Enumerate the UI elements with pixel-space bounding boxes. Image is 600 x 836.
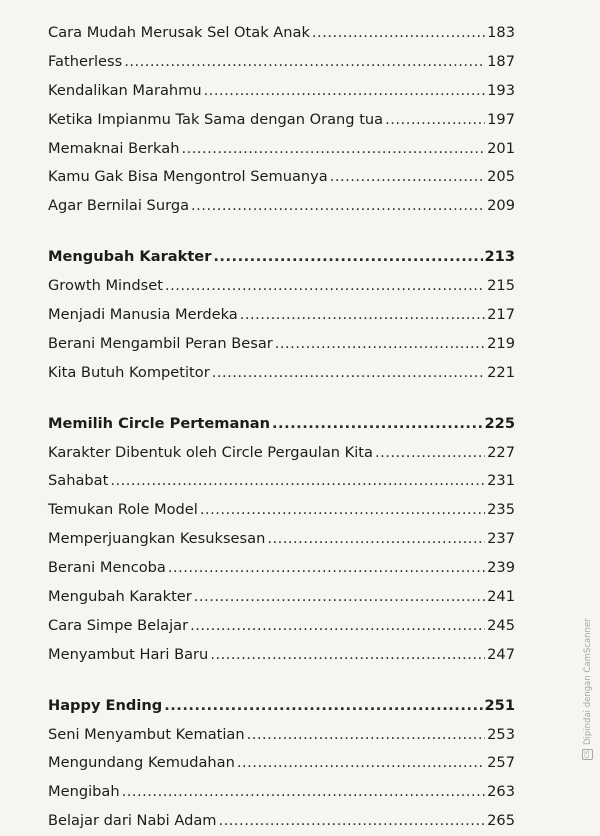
page-number: 241: [487, 588, 515, 606]
dot-leader: [204, 77, 486, 106]
watermark-text: Dipindai dengan CamScanner: [582, 618, 593, 745]
page-number: 265: [487, 812, 515, 830]
toc-entry: [48, 749, 515, 778]
entry-title: Karakter Dibentuk oleh Circle Pergaulan Kita: [48, 443, 373, 461]
entry-title: Kita Butuh Kompetitor: [48, 363, 210, 381]
dot-leader: [275, 330, 485, 359]
dot-leader: [219, 807, 486, 836]
toc-entry: [48, 525, 515, 554]
toc-entry: [48, 48, 515, 77]
toc-entry: [48, 496, 515, 525]
toc-entry: [48, 583, 515, 612]
dot-leader: [165, 272, 485, 301]
page-number: 231: [487, 472, 515, 490]
page-number: 215: [487, 277, 515, 295]
dot-leader: [110, 467, 485, 496]
page-number: 239: [487, 559, 515, 577]
page-number: 227: [487, 443, 515, 461]
entry-title: Berani Mencoba: [48, 559, 166, 577]
page-number: 201: [487, 139, 515, 157]
entry-title: Temukan Role Model: [48, 501, 198, 519]
entry-title: Cara Mudah Merusak Sel Otak Anak: [48, 24, 310, 41]
toc-section-heading: [48, 410, 515, 439]
toc-entry: [48, 301, 515, 330]
page-number: 247: [487, 645, 515, 663]
toc-section-heading: [48, 243, 515, 272]
entry-title: Fatherless: [48, 52, 123, 70]
table-of-contents: [48, 19, 515, 836]
camscanner-watermark: [582, 618, 593, 760]
toc-entry: [48, 272, 515, 301]
section-title: Mengubah Karakter: [48, 248, 212, 266]
page-number: 219: [487, 334, 515, 352]
dot-leader: [213, 243, 482, 272]
dot-leader: [181, 135, 485, 164]
dot-leader: [191, 192, 485, 221]
page-number: 213: [484, 248, 515, 266]
dot-leader: [385, 106, 485, 135]
page-number: 221: [487, 363, 515, 381]
toc-entry: [48, 77, 515, 106]
dot-leader: [247, 721, 486, 750]
dot-leader: [122, 778, 486, 807]
toc-entry: [48, 359, 515, 388]
page-number: 251: [484, 696, 515, 714]
toc-entry: [48, 467, 515, 496]
entry-title: Kamu Gak Bisa Mengontrol Semuanya: [48, 168, 328, 186]
page-number: 193: [487, 81, 515, 99]
toc-entry: [48, 135, 515, 164]
entry-title: Mengibah: [48, 783, 120, 801]
entry-title: Growth Mindset: [48, 277, 163, 295]
section-title: Happy Ending: [48, 696, 163, 714]
entry-title: Mengundang Kemudahan: [48, 754, 235, 772]
toc-entry: [48, 721, 515, 750]
dot-leader: [240, 301, 485, 330]
dot-leader: [164, 692, 482, 721]
entry-title: Menjadi Manusia Merdeka: [48, 306, 238, 324]
dot-leader: [210, 641, 485, 670]
page-number: 237: [487, 530, 515, 548]
entry-title: Seni Menyambut Kematian: [48, 725, 245, 743]
toc-entry: [48, 807, 515, 836]
toc-entry: [48, 554, 515, 583]
toc-entry: [48, 612, 515, 641]
entry-title: Sahabat: [48, 472, 109, 490]
dot-leader: [124, 48, 485, 77]
dot-leader: [312, 19, 485, 48]
entry-title: Kendalikan Marahmu: [48, 81, 202, 99]
entry-title: Cara Simpe Belajar: [48, 616, 189, 634]
page-number: 263: [487, 783, 515, 801]
toc-entry: [48, 163, 515, 192]
toc-entry: [48, 641, 515, 670]
dot-leader: [272, 410, 483, 439]
entry-title: Agar Bernilai Surga: [48, 197, 190, 215]
entry-title: Memaknai Berkah: [48, 139, 180, 157]
entry-title: Menyambut Hari Baru: [48, 645, 209, 663]
page-number: 197: [487, 110, 515, 128]
page-number: 187: [487, 52, 515, 70]
dot-leader: [190, 612, 485, 641]
page-number: 257: [487, 754, 515, 772]
toc-entry: [48, 330, 515, 359]
camscanner-logo-icon: CS: [584, 750, 591, 759]
entry-title: Memperjuangkan Kesuksesan: [48, 530, 266, 548]
entry-title: Belajar dari Nabi Adam: [48, 812, 217, 830]
page-number: 217: [487, 306, 515, 324]
dot-leader: [194, 583, 485, 612]
dot-leader: [375, 439, 485, 468]
dot-leader: [200, 496, 485, 525]
dot-leader: [267, 525, 485, 554]
toc-entry: [48, 778, 515, 807]
dot-leader: [168, 554, 485, 583]
dot-leader: [212, 359, 485, 388]
page-number: 183: [487, 24, 515, 41]
page-number: 205: [487, 168, 515, 186]
entry-title: Mengubah Karakter: [48, 588, 192, 606]
section-title: Memilih Circle Pertemanan: [48, 414, 270, 432]
toc-entry: [48, 439, 515, 468]
page-number: 253: [487, 725, 515, 743]
dot-leader: [330, 163, 485, 192]
toc-entry: [48, 192, 515, 221]
entry-title: Berani Mengambil Peran Besar: [48, 334, 273, 352]
page-number: 235: [487, 501, 515, 519]
toc-entry: [48, 19, 515, 48]
toc-section-heading: [48, 692, 515, 721]
page-number: 245: [487, 616, 515, 634]
entry-title: Ketika Impianmu Tak Sama dengan Orang tua: [48, 110, 384, 128]
dot-leader: [237, 749, 485, 778]
page-number: 225: [484, 414, 515, 432]
toc-entry: [48, 106, 515, 135]
page-number: 209: [487, 197, 515, 215]
